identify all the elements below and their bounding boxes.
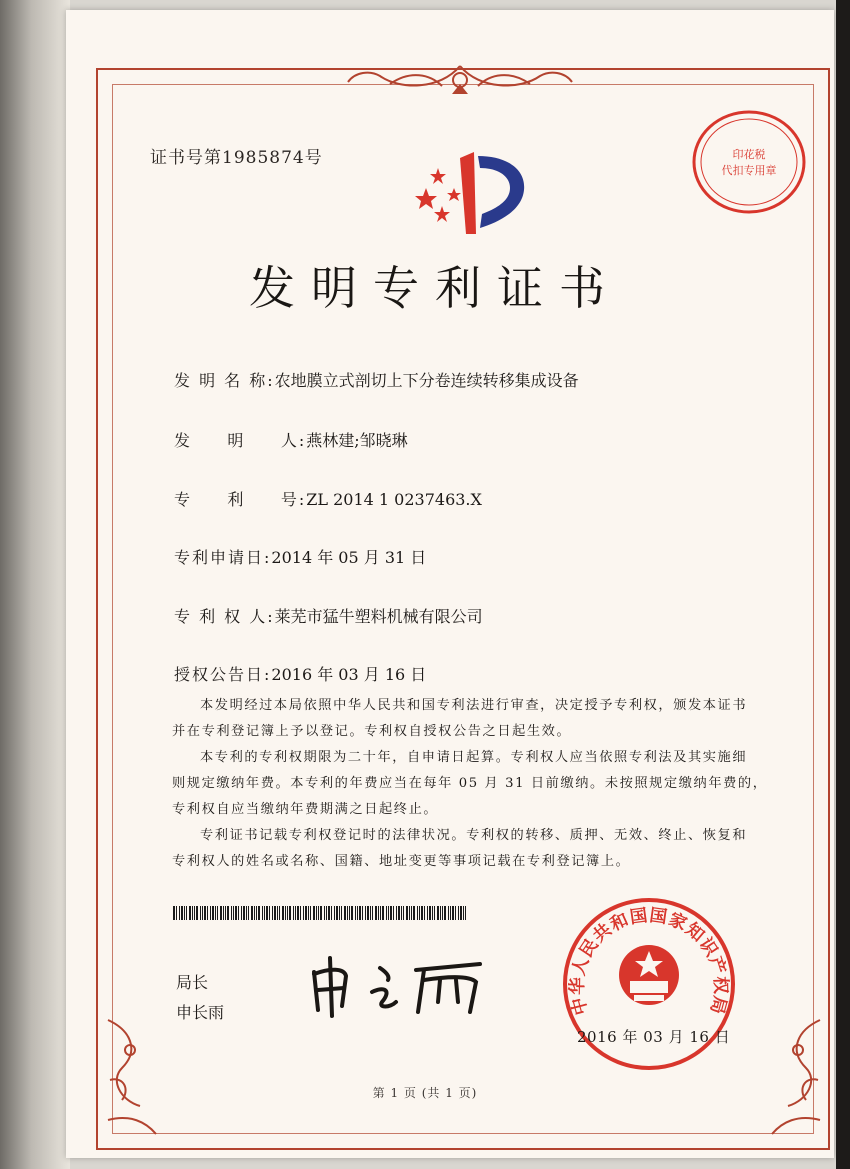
- field-value: 莱芜市猛牛塑料机械有限公司: [274, 607, 483, 626]
- body-line: 专利权自应当缴纳年费期满之日起终止。: [172, 802, 439, 817]
- barcode-bar: [254, 906, 255, 920]
- barcode-bar: [318, 906, 319, 920]
- barcode-bar: [434, 906, 435, 920]
- barcode-bar: [419, 906, 420, 920]
- barcode-bar: [370, 906, 371, 920]
- barcode-bar: [300, 906, 301, 920]
- barcode-bar: [427, 906, 428, 920]
- barcode-bar: [308, 906, 309, 920]
- barcode-bar: [282, 906, 284, 920]
- scan-edge: [836, 0, 850, 1169]
- director-title: 局长: [176, 973, 209, 992]
- barcode-bar: [258, 906, 260, 920]
- field-value: 农地膜立式剖切上下分卷连续转移集成设备: [274, 371, 579, 390]
- seal-date: 2016 年 03 月 16 日: [577, 1028, 731, 1046]
- barcode-bar: [367, 906, 369, 920]
- barcode-bar: [351, 906, 353, 920]
- body-line: 本专利的专利权期限为二十年，自申请日起算。专利权人应当依照专利法及其实施细: [200, 750, 748, 765]
- star-icon: [447, 188, 461, 201]
- field-label: 发 明 名 称:: [174, 371, 275, 390]
- barcode-bar: [347, 906, 348, 920]
- barcode-bar: [334, 906, 335, 920]
- barcode-bar: [235, 906, 237, 920]
- field-inventor: [174, 428, 408, 451]
- field-invention-name: [174, 368, 579, 391]
- barcode-bar: [217, 906, 218, 920]
- barcode-bar: [359, 906, 361, 920]
- barcode-bar: [365, 906, 366, 920]
- barcode-bar: [452, 906, 454, 920]
- barcode-bar: [277, 906, 278, 920]
- barcode-bar: [246, 906, 247, 920]
- svg-text:印花税: 印花税: [732, 148, 766, 161]
- field-label: 专利申请日:: [174, 548, 272, 567]
- field-label: 专 利 号:: [174, 490, 307, 509]
- barcode-bar: [362, 906, 363, 920]
- barcode-bar: [357, 906, 358, 920]
- barcode-bar: [176, 906, 177, 920]
- field-label: 专 利 权 人:: [174, 607, 275, 626]
- field-grant-date: [174, 662, 426, 685]
- field-value: 燕林建;邹晓琳: [306, 431, 408, 450]
- barcode-bar: [372, 906, 373, 920]
- barcode-bar: [320, 906, 322, 920]
- field-label: 授权公告日:: [174, 665, 272, 684]
- barcode-bar: [181, 906, 183, 920]
- barcode-bar: [303, 906, 304, 920]
- director-name: 申长雨: [176, 1003, 225, 1022]
- body-paragraphs: [172, 693, 772, 875]
- barcode-bar: [355, 906, 356, 920]
- barcode-bar: [241, 906, 242, 920]
- barcode-bar: [440, 906, 441, 920]
- barcode-bar: [448, 906, 449, 920]
- barcode-bar: [225, 906, 226, 920]
- barcode-bar: [417, 906, 418, 920]
- barcode-bar: [396, 906, 397, 920]
- star-icon: [430, 168, 446, 184]
- top-ornament: [330, 60, 590, 100]
- barcode-bar: [324, 906, 325, 920]
- certificate-number: 证书号第1985874号: [150, 148, 323, 168]
- barcode-bar: [184, 906, 185, 920]
- barcode-bar: [220, 906, 222, 920]
- body-line: 则规定缴纳年费。本专利的年费应当在每年 05 月 31 日前缴纳。未按照规定缴纳年费的，: [172, 776, 768, 791]
- body-line: 专利权人的姓名或名称、国籍、地址变更等事项记载在专利登记簿上。: [172, 854, 631, 869]
- barcode-bar: [293, 906, 294, 920]
- barcode-bar: [202, 906, 203, 920]
- barcode-bar: [401, 906, 402, 920]
- barcode-bar: [285, 906, 286, 920]
- barcode-bar: [248, 906, 249, 920]
- barcode-bar: [382, 906, 384, 920]
- barcode-bar: [390, 906, 392, 920]
- director-signature: [300, 950, 500, 1020]
- barcode-bar: [194, 906, 195, 920]
- body-line: 专利证书记载专利权登记时的法律状况。专利权的转移、质押、无效、终止、恢复和: [200, 828, 748, 843]
- barcode-bar: [458, 906, 459, 920]
- barcode-bar: [272, 906, 273, 920]
- field-value: ZL 2014 1 0237463.X: [306, 490, 482, 509]
- barcode-bar: [463, 906, 464, 920]
- svg-text:代扣专用章: 代扣专用章: [721, 164, 777, 177]
- barcode-bar: [421, 906, 423, 920]
- barcode-bar: [450, 906, 451, 920]
- barcode-bar: [266, 906, 268, 920]
- barcode-bar: [289, 906, 291, 920]
- seal-text: 中华人民共和国国家知识产权局: [567, 905, 731, 1017]
- barcode-bar: [411, 906, 412, 920]
- barcode-bar: [424, 906, 425, 920]
- barcode-bar: [313, 906, 315, 920]
- field-patent-number: [174, 487, 482, 510]
- barcode-bar: [406, 906, 408, 920]
- barcode-bar: [189, 906, 191, 920]
- barcode-bar: [186, 906, 187, 920]
- barcode-bar: [455, 906, 456, 920]
- barcode-bar: [378, 906, 379, 920]
- page-indicator: 第 1 页 (共 1 页): [372, 1086, 478, 1100]
- field-label: 发 明 人:: [174, 431, 307, 450]
- barcode-bar: [388, 906, 389, 920]
- barcode-bar: [251, 906, 253, 920]
- barcode-bar: [279, 906, 280, 920]
- barcode-bar: [212, 906, 214, 920]
- star-icon: [434, 206, 450, 222]
- barcode-bar: [341, 906, 342, 920]
- barcode-bar: [380, 906, 381, 920]
- barcode-bar: [231, 906, 232, 920]
- barcode-bar: [444, 906, 446, 920]
- field-value: 2014 年 05 月 31 日: [271, 548, 427, 567]
- barcode-bar: [398, 906, 400, 920]
- barcode-bar: [295, 906, 296, 920]
- body-line: 并在专利登记簿上予以登记。专利权自授权公告之日起生效。: [172, 724, 572, 739]
- barcode-bar: [375, 906, 377, 920]
- barcode-bar: [336, 906, 338, 920]
- barcode: [173, 906, 468, 920]
- barcode-bar: [207, 906, 208, 920]
- barcode-bar: [223, 906, 224, 920]
- barcode-bar: [297, 906, 299, 920]
- barcode-bar: [305, 906, 307, 920]
- barcode-bar: [328, 906, 330, 920]
- barcode-bar: [460, 906, 462, 920]
- barcode-bar: [349, 906, 350, 920]
- barcode-bar: [210, 906, 211, 920]
- star-icon: [415, 188, 437, 209]
- barcode-bar: [264, 906, 265, 920]
- barcode-bar: [204, 906, 206, 920]
- barcode-bar: [413, 906, 415, 920]
- barcode-bar: [227, 906, 229, 920]
- barcode-bar: [243, 906, 245, 920]
- barcode-bar: [200, 906, 201, 920]
- bottom-left-ornament: [100, 1010, 170, 1140]
- barcode-bar: [465, 906, 466, 920]
- barcode-bar: [262, 906, 263, 920]
- scan-shadow: [0, 0, 70, 1169]
- barcode-bar: [442, 906, 443, 920]
- field-application-date: [174, 545, 426, 568]
- barcode-bar: [316, 906, 317, 920]
- barcode-bar: [339, 906, 340, 920]
- certificate-title: 发明专利证书: [249, 261, 621, 315]
- barcode-bar: [432, 906, 433, 920]
- barcode-bar: [196, 906, 198, 920]
- barcode-bar: [233, 906, 234, 920]
- barcode-bar: [409, 906, 410, 920]
- barcode-bar: [326, 906, 327, 920]
- barcode-bar: [437, 906, 439, 920]
- barcode-bar: [287, 906, 288, 920]
- barcode-bar: [179, 906, 180, 920]
- barcode-bar: [429, 906, 431, 920]
- tax-stamp: [690, 108, 808, 216]
- barcode-bar: [393, 906, 394, 920]
- barcode-bar: [403, 906, 404, 920]
- barcode-bar: [192, 906, 193, 920]
- barcode-bar: [173, 906, 175, 920]
- barcode-bar: [256, 906, 257, 920]
- bottom-right-ornament: [758, 1010, 828, 1140]
- barcode-bar: [331, 906, 332, 920]
- barcode-bar: [310, 906, 311, 920]
- field-patentee: [174, 604, 483, 627]
- barcode-bar: [386, 906, 387, 920]
- barcode-bar: [344, 906, 346, 920]
- barcode-bar: [274, 906, 276, 920]
- body-line: 本发明经过本局依照中华人民共和国专利法进行审查，决定授予专利权，颁发本证书: [200, 698, 748, 713]
- barcode-bar: [215, 906, 216, 920]
- patent-office-logo: [408, 148, 538, 238]
- barcode-bar: [238, 906, 239, 920]
- field-value: 2016 年 03 月 16 日: [271, 665, 427, 684]
- barcode-bar: [269, 906, 270, 920]
